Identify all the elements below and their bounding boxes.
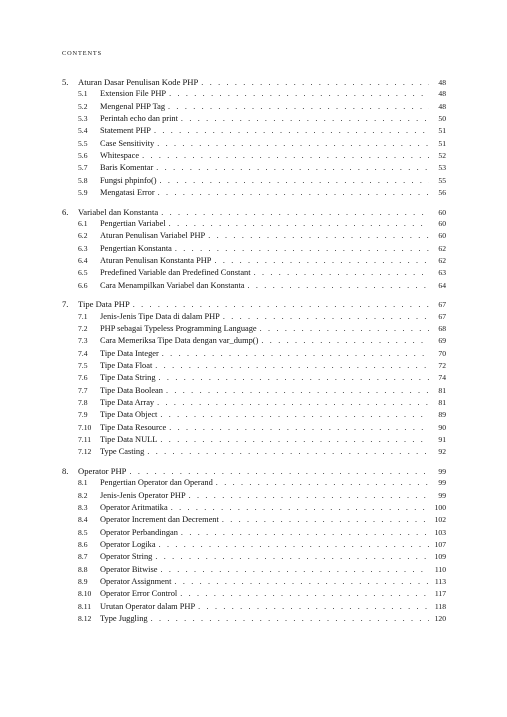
section-number: 7.11: [78, 435, 92, 444]
section-title: Cara Menampilkan Variabel dan Konstanta: [100, 280, 245, 290]
section-page-number: 102: [434, 515, 446, 525]
section-number: 6.1: [78, 218, 88, 228]
section-page-number: 81: [438, 385, 446, 395]
section-page-number: 89: [438, 410, 446, 420]
dot-leader: [208, 230, 429, 242]
section-page-number: 74: [438, 373, 446, 383]
toc-section-entry[interactable]: [62, 243, 446, 255]
section-number: 8.3: [78, 502, 88, 512]
dot-leader: [169, 422, 429, 434]
section-number: 8.2: [78, 490, 88, 500]
section-number: 7.9: [78, 410, 88, 420]
toc-section-entry[interactable]: [62, 397, 446, 409]
toc-chapter-block: [62, 206, 446, 292]
section-title: Extension File PHP: [100, 89, 167, 99]
section-number: 5.2: [78, 101, 88, 111]
dot-leader: [156, 162, 429, 174]
section-title: Jenis-Jenis Operator PHP: [100, 490, 186, 500]
section-page-number: 55: [438, 175, 446, 185]
dot-leader: [254, 267, 429, 279]
section-page-number: 51: [438, 126, 446, 136]
section-number: 8.10: [78, 589, 92, 599]
toc-chapter-entry[interactable]: [62, 465, 446, 477]
toc-section-entry[interactable]: [62, 434, 446, 446]
section-number: 6.5: [78, 268, 88, 278]
section-title: Operator Bitwise: [100, 564, 158, 574]
section-page-number: 81: [438, 397, 446, 407]
dot-leader: [180, 588, 429, 600]
dot-leader: [189, 490, 429, 502]
dot-leader: [216, 477, 429, 489]
section-page-number: 109: [434, 552, 446, 562]
dot-leader: [158, 187, 429, 199]
section-number: 8.11: [78, 601, 92, 611]
section-number: 7.4: [78, 348, 88, 358]
toc-section-entry[interactable]: [62, 101, 446, 113]
section-number: 8.4: [78, 515, 88, 525]
toc-section-entry[interactable]: [62, 175, 446, 187]
section-title: Operator Logika: [100, 539, 156, 549]
section-title: Operator Aritmatika: [100, 502, 168, 512]
section-number: 5.5: [78, 138, 88, 148]
section-page-number: 103: [434, 527, 446, 537]
section-title: Perintah echo dan print: [100, 114, 178, 124]
section-title: Cara Memeriksa Tipe Data dengan var_dump(): [100, 336, 259, 346]
toc-section-entry[interactable]: [62, 348, 446, 360]
toc-section-entry[interactable]: [62, 218, 446, 230]
dot-leader: [169, 218, 429, 230]
running-head: CONTENTS: [62, 50, 103, 57]
section-number: 8.12: [78, 614, 92, 623]
toc-section-entry[interactable]: [62, 150, 446, 162]
dot-leader: [198, 601, 429, 613]
section-page-number: 117: [434, 589, 446, 599]
section-title: Tipe Data Integer: [100, 348, 159, 358]
toc-section-entry[interactable]: [62, 230, 446, 242]
section-number: 7.6: [78, 373, 88, 383]
chapter-page-number: 67: [438, 300, 446, 310]
section-number: 8.7: [78, 552, 88, 562]
section-number: 7.10: [78, 422, 92, 432]
dot-leader: [147, 446, 429, 458]
toc-section-entry[interactable]: [62, 88, 446, 100]
section-number: 5.7: [78, 163, 88, 173]
section-number: 5.3: [78, 114, 88, 124]
toc-chapter-block: [62, 298, 446, 458]
section-page-number: 56: [438, 188, 446, 198]
section-title: Mengenal PHP Tag: [100, 101, 166, 111]
section-number: 6.3: [78, 243, 88, 253]
dot-leader: [248, 280, 430, 292]
toc-chapter-entry[interactable]: [62, 206, 446, 218]
toc-section-entry[interactable]: [62, 255, 446, 267]
toc-section-entry[interactable]: [62, 311, 446, 323]
section-page-number: 110: [434, 564, 446, 574]
section-page-number: 63: [438, 268, 446, 278]
toc-section-entry[interactable]: [62, 385, 446, 397]
dot-leader: [155, 551, 429, 563]
section-number: 7.12: [78, 447, 92, 457]
section-title: Operator Assignment: [100, 576, 172, 586]
section-page-number: 69: [438, 336, 446, 346]
section-page-number: 113: [434, 576, 446, 586]
toc-section-entry[interactable]: [62, 514, 446, 526]
section-page-number: 99: [438, 490, 446, 500]
section-page-number: 62: [438, 243, 446, 253]
section-title: PHP sebagai Typeless Programming Language: [100, 323, 257, 333]
toc-section-entry[interactable]: [62, 539, 446, 551]
section-page-number: 48: [438, 89, 446, 99]
toc-section-entry[interactable]: [62, 187, 446, 199]
dot-leader: [169, 88, 429, 100]
section-page-number: 90: [438, 422, 446, 432]
dot-leader: [174, 576, 429, 588]
section-title: Aturan Penulisan Konstanta PHP: [100, 256, 212, 265]
toc-section-entry[interactable]: [62, 576, 446, 588]
chapter-title: Operator PHP: [78, 465, 127, 476]
section-title: Pengertian Konstanta: [100, 243, 172, 253]
section-number: 8.6: [78, 539, 88, 549]
section-page-number: 67: [438, 311, 446, 321]
section-title: Tipe Data Array: [100, 397, 155, 407]
section-page-number: 92: [438, 447, 446, 457]
dot-leader: [175, 243, 429, 255]
toc-chapter-block: [62, 465, 446, 625]
chapter-number: 5.: [62, 77, 69, 87]
section-title: Urutan Operator dalam PHP: [100, 601, 196, 611]
section-number: 6.6: [78, 280, 88, 290]
toc-section-entry[interactable]: [62, 409, 446, 421]
toc-chapter-block: [62, 76, 446, 199]
toc-section-entry[interactable]: [62, 280, 446, 292]
dot-leader: [160, 175, 429, 187]
dot-leader: [166, 385, 429, 397]
toc-section-entry[interactable]: [62, 138, 446, 150]
dot-leader: [142, 150, 429, 162]
section-title: Operator Perbandingan: [100, 527, 178, 537]
chapter-title: Variabel dan Konstanta: [78, 206, 159, 217]
section-number: 8.1: [78, 478, 88, 488]
section-title: Type Juggling: [100, 614, 148, 623]
toc-chapter-entry[interactable]: [62, 76, 446, 88]
section-page-number: 48: [438, 101, 446, 111]
section-page-number: 70: [438, 348, 446, 358]
section-title: Case Sensitivity: [100, 138, 155, 148]
toc-section-entry[interactable]: [62, 551, 446, 563]
section-page-number: 62: [438, 256, 446, 265]
dot-leader: [159, 539, 429, 551]
toc-section-entry[interactable]: [62, 502, 446, 514]
dot-leader: [157, 138, 429, 150]
dot-leader: [159, 372, 429, 384]
dot-leader: [214, 255, 429, 267]
section-title: Operator String: [100, 552, 153, 562]
dot-leader: [160, 434, 429, 446]
toc-section-entry[interactable]: [62, 113, 446, 125]
section-number: 7.7: [78, 385, 88, 395]
dot-leader: [162, 348, 429, 360]
section-title: Tipe Data Object: [100, 410, 158, 420]
section-title: Mengatasi Error: [100, 188, 155, 198]
section-title: Whitespace: [100, 151, 140, 161]
section-page-number: 100: [434, 502, 446, 512]
toc-section-entry[interactable]: [62, 446, 446, 458]
chapter-page-number: 48: [438, 78, 446, 87]
dot-leader: [154, 125, 429, 137]
chapter-number: 8.: [62, 465, 69, 476]
toc-section-entry[interactable]: [62, 613, 446, 625]
chapter-number: 6.: [62, 206, 69, 217]
section-page-number: 53: [438, 163, 446, 173]
dot-leader: [151, 613, 429, 625]
section-page-number: 72: [438, 360, 446, 370]
section-title: Tipe Data String: [100, 373, 156, 383]
section-title: Aturan Penulisan Variabel PHP: [100, 231, 206, 241]
section-page-number: 52: [438, 151, 446, 161]
dot-leader: [157, 397, 429, 409]
section-title: Baris Komentar: [100, 163, 154, 173]
section-title: Tipe Data NULL: [100, 435, 158, 444]
chapter-page-number: 60: [438, 207, 446, 217]
toc-section-entry[interactable]: [62, 601, 446, 613]
section-page-number: 118: [434, 601, 446, 611]
section-title: Type Casting: [100, 447, 145, 457]
section-page-number: 50: [438, 114, 446, 124]
table-of-contents: [62, 76, 446, 632]
dot-leader: [160, 409, 429, 421]
section-title: Pengertian Variabel: [100, 218, 166, 228]
dot-leader: [181, 113, 429, 125]
toc-section-entry[interactable]: [62, 588, 446, 600]
section-title: Tipe Data Float: [100, 360, 153, 370]
dot-leader: [171, 502, 429, 514]
section-number: 7.1: [78, 311, 88, 321]
toc-section-entry[interactable]: [62, 162, 446, 174]
section-number: 7.8: [78, 397, 88, 407]
dot-leader: [168, 101, 429, 113]
dot-leader: [260, 323, 429, 335]
toc-section-entry[interactable]: [62, 490, 446, 502]
section-number: 5.1: [78, 89, 88, 99]
section-number: 5.4: [78, 126, 88, 136]
dot-leader: [223, 311, 429, 323]
section-title: Jenis-Jenis Tipe Data di dalam PHP: [100, 311, 220, 321]
section-page-number: 68: [438, 323, 446, 333]
dot-leader: [261, 335, 429, 347]
toc-section-entry[interactable]: [62, 323, 446, 335]
dot-leader: [155, 360, 429, 372]
section-number: 5.8: [78, 175, 88, 185]
section-title: Fungsi phpinfo(): [100, 175, 157, 185]
section-number: 7.3: [78, 336, 88, 346]
section-page-number: 99: [438, 478, 446, 488]
section-number: 8.5: [78, 527, 88, 537]
section-page-number: 91: [438, 435, 446, 444]
toc-section-entry[interactable]: [62, 125, 446, 137]
section-page-number: 60: [438, 218, 446, 228]
section-title: Statement PHP: [100, 126, 151, 136]
chapter-number: 7.: [62, 299, 69, 310]
chapter-page-number: 99: [438, 466, 446, 476]
toc-section-entry[interactable]: [62, 372, 446, 384]
section-number: 8.8: [78, 564, 88, 574]
section-number: 8.9: [78, 576, 88, 586]
section-number: 5.9: [78, 188, 88, 198]
dot-leader: [181, 527, 429, 539]
toc-section-entry[interactable]: [62, 422, 446, 434]
toc-section-entry[interactable]: [62, 477, 446, 489]
toc-section-entry[interactable]: [62, 267, 446, 279]
section-page-number: 120: [434, 614, 446, 623]
dot-leader: [160, 564, 429, 576]
section-number: 7.2: [78, 323, 88, 333]
section-title: Operator Error Control: [100, 589, 178, 599]
dot-leader: [222, 514, 429, 526]
section-number: 6.4: [78, 256, 88, 265]
section-title: Pengertian Operator dan Operand: [100, 478, 213, 488]
toc-chapter-entry[interactable]: [62, 298, 446, 310]
section-page-number: 107: [434, 539, 446, 549]
toc-section-entry[interactable]: [62, 564, 446, 576]
section-title: Tipe Data Resource: [100, 422, 167, 432]
section-number: 7.5: [78, 360, 88, 370]
section-page-number: 60: [438, 231, 446, 241]
toc-section-entry[interactable]: [62, 527, 446, 539]
section-number: 6.2: [78, 231, 88, 241]
section-title: Tipe Data Boolean: [100, 385, 163, 395]
toc-section-entry[interactable]: [62, 360, 446, 372]
section-title: Operator Increment dan Decrement: [100, 515, 219, 525]
section-title: Predefined Variable dan Predefined Constant: [100, 268, 251, 278]
toc-section-entry[interactable]: [62, 335, 446, 347]
chapter-title: Aturan Dasar Penulisan Kode PHP: [78, 77, 199, 87]
section-number: 5.6: [78, 151, 88, 161]
chapter-title: Tipe Data PHP: [78, 299, 130, 310]
section-page-number: 51: [438, 138, 446, 148]
section-page-number: 64: [438, 280, 446, 290]
